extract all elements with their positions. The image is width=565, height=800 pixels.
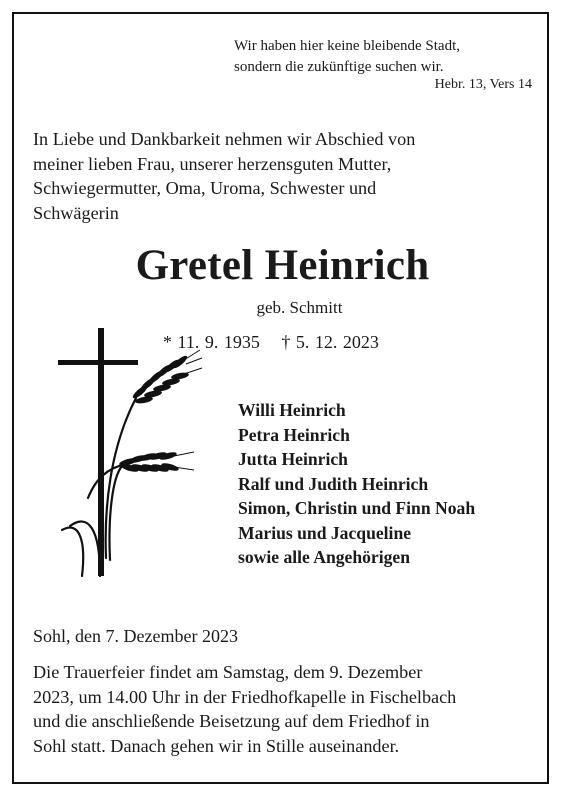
intro-line-3: Schwiegermutter, Oma, Uroma, Schwester und	[33, 178, 377, 198]
notice-line-1: Die Trauerfeier findet am Samstag, dem 9. Dezember	[33, 662, 423, 682]
mourner-name: Jutta Heinrich	[238, 449, 348, 469]
verse-line-2: sondern die zukünftige suchen wir.	[234, 59, 444, 75]
mourners-list	[238, 398, 475, 570]
cross-with-wheat-icon	[48, 328, 208, 580]
verse-reference: Hebr. 13, Vers 14	[434, 77, 532, 92]
intro-line-4: Schwägerin	[33, 202, 119, 223]
birth-date: * 11. 9. 1935	[163, 332, 260, 352]
maiden-name: geb. Schmitt	[256, 298, 343, 317]
verse-line-1: Wir haben hier keine bleibende Stadt,	[234, 38, 460, 54]
mourner-name: sowie alle Angehörigen	[238, 547, 411, 567]
mourner-name: Willi Heinrich	[238, 400, 346, 420]
mourner-name: Simon, Christin und Finn Noah	[238, 498, 476, 518]
bible-verse	[234, 36, 460, 78]
mourner-name: Ralf und Judith Heinrich	[238, 473, 429, 494]
intro-text	[33, 127, 533, 225]
death-date: † 5. 12. 2023	[281, 332, 379, 352]
funeral-notice	[33, 660, 538, 758]
mourner-name: Petra Heinrich	[238, 424, 350, 445]
place-and-date: Sohl, den 7. Dezember 2023	[33, 626, 238, 646]
deceased-name: Gretel Heinrich	[135, 242, 430, 289]
intro-line-2: meiner lieben Frau, unserer herzensguten Mutter,	[33, 153, 392, 174]
intro-line-1: In Liebe und Dankbarkeit nehmen wir Abschied von	[33, 129, 416, 149]
notice-line-4: Sohl statt. Danach gehen wir in Stille auseinander.	[33, 735, 400, 756]
notice-line-2: 2023, um 14.00 Uhr in der Friedhofkapelle in Fischelbach	[33, 686, 457, 707]
mourner-name: Marius und Jacqueline	[238, 522, 412, 543]
notice-line-3: und die anschließende Beisetzung auf dem Friedhof in	[33, 711, 430, 731]
